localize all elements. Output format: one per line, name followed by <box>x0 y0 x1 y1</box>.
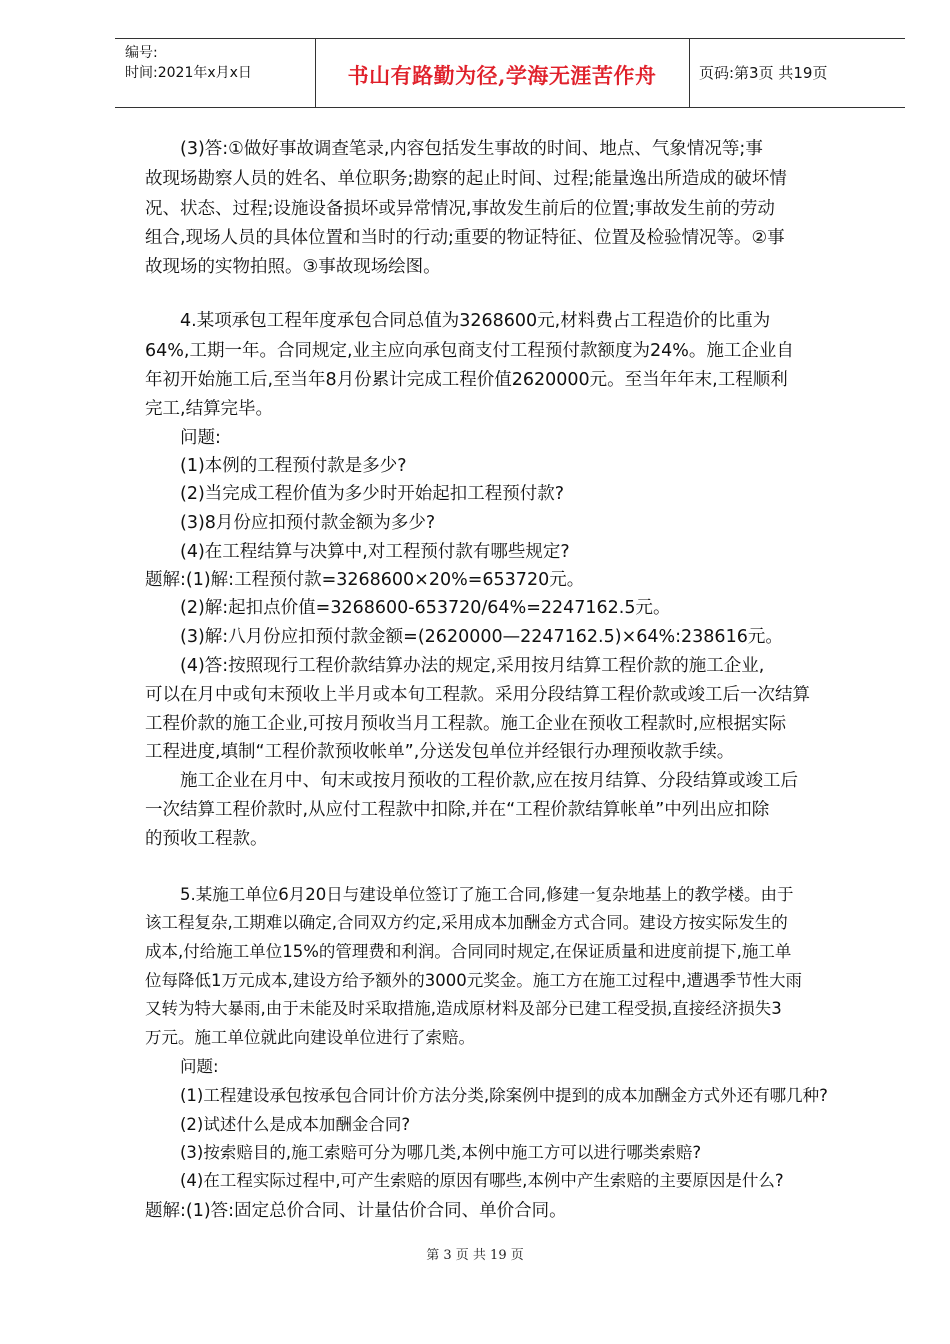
text-line: 施工企业在月中、旬末或按月预收的工程价款,应在按月结算、分段结算或竣工后 <box>180 771 799 791</box>
header-bottom-rule <box>115 107 905 108</box>
text-line: 问题: <box>180 1057 219 1076</box>
text-line: (4)在工程结算与决算中,对工程预付款有哪些规定? <box>180 542 570 562</box>
text-line: (4)在工程实际过程中,可产生索赔的原因有哪些,本例中产生索赔的主要原因是什么? <box>180 1171 784 1190</box>
text-line: 问题: <box>180 428 221 448</box>
text-line: 5.某施工单位6月20日与建设单位签订了施工合同,修建一复杂地基上的教学楼。由于 <box>180 885 794 904</box>
text-line: (1)工程建设承包按承包合同计价方法分类,除案例中提到的成本加酬金方式外还有哪几种? <box>180 1086 828 1105</box>
page-footer: 第 3 页 共 19 页 <box>426 1248 524 1263</box>
doc-id-label: 编号: <box>125 45 158 61</box>
text-line: 位每降低1万元成本,建设方给予额外的3000元奖金。施工方在施工过程中,遭遇季节性大雨 <box>145 971 802 990</box>
text-line: (4)答:按照现行工程价款结算办法的规定,采用按月结算工程价款的施工企业, <box>180 656 765 676</box>
text-line: (2)解:起扣点价值=3268600-653720/64%=2247162.5元。 <box>180 598 671 618</box>
text-line: (3)答:①做好事故调查笔录,内容包括发生事故的时间、地点、气象情况等;事 <box>180 139 763 159</box>
text-line: 4.某项承包工程年度承包合同总值为3268600元,材料费占工程造价的比重为 <box>180 311 771 331</box>
text-line: 该工程复杂,工期难以确定,合同双方约定,采用成本加酬金方式合同。建设方按实际发生的 <box>145 913 788 932</box>
header-table <box>115 38 905 108</box>
text-line: 题解:(1)答:固定总价合同、计量估价合同、单价合同。 <box>145 1201 567 1221</box>
text-line: 工程进度,填制“工程价款预收帐单”,分送发包单位并经银行办理预收款手续。 <box>145 742 735 762</box>
header-divider-right <box>689 38 690 108</box>
text-line: 可以在月中或旬末预收上半月或本旬工程款。采用分段结算工程价款或竣工后一次结算 <box>145 685 810 705</box>
doc-time-label: 时间:2021年x月x日 <box>125 65 252 81</box>
text-line: 故现场的实物拍照。③事故现场绘图。 <box>145 257 441 277</box>
text-line: (1)本例的工程预付款是多少? <box>180 456 407 476</box>
text-line: 的预收工程款。 <box>145 829 268 849</box>
text-line: (3)8月份应扣预付款金额为多少? <box>180 513 436 533</box>
text-line: 题解:(1)解:工程预付款=3268600×20%=653720元。 <box>145 570 585 590</box>
header-page-number: 页码:第3页 共19页 <box>699 64 828 82</box>
text-line: (3)解:八月份应扣预付款金额=(2620000—2247162.5)×64%:238616元。 <box>180 627 783 647</box>
text-line: 万元。施工单位就此向建设单位进行了索赔。 <box>145 1028 475 1047</box>
text-line: 一次结算工程价款时,从应付工程款中扣除,并在“工程价款结算帐单”中列出应扣除 <box>145 800 770 820</box>
text-line: (3)按索赔目的,施工索赔可分为哪几类,本例中施工方可以进行哪类索赔? <box>180 1143 702 1162</box>
text-line: 况、状态、过程;设施设备损坏或异常情况,事故发生前后的位置;事故发生前的劳动 <box>145 199 775 219</box>
text-line: 年初开始施工后,至当年8月份累计完成工程价值2620000元。至当年年末,工程顺利 <box>145 370 788 390</box>
text-line: 组合,现场人员的具体位置和当时的行动;重要的物证特征、位置及检验情况等。②事 <box>145 228 785 248</box>
text-line: 工程价款的施工企业,可按月预收当月工程款。施工企业在预收工程款时,应根据实际 <box>145 714 787 734</box>
text-line: 成本,付给施工单位15%的管理费和利润。合同同时规定,在保证质量和进度前提下,施工单 <box>145 942 792 961</box>
text-line: (2)当完成工程价值为多少时开始起扣工程预付款? <box>180 484 565 504</box>
header-meta <box>125 43 252 83</box>
text-line: 完工,结算完毕。 <box>145 399 274 419</box>
header-top-rule <box>115 38 905 39</box>
text-line: 64%,工期一年。合同规定,业主应向承包商支付工程预付款额度为24%。施工企业自 <box>145 341 794 361</box>
text-line: 又转为特大暴雨,由于未能及时采取措施,造成原材料及部分已建工程受损,直接经济损失3 <box>145 999 782 1018</box>
header-motto: 书山有路勤为径,学海无涯苦作舟 <box>347 63 657 88</box>
text-line: 故现场勘察人员的姓名、单位职务;勘察的起止时间、过程;能量逸出所造成的破坏情 <box>145 169 787 189</box>
text-line: (2)试述什么是成本加酬金合同? <box>180 1115 411 1134</box>
